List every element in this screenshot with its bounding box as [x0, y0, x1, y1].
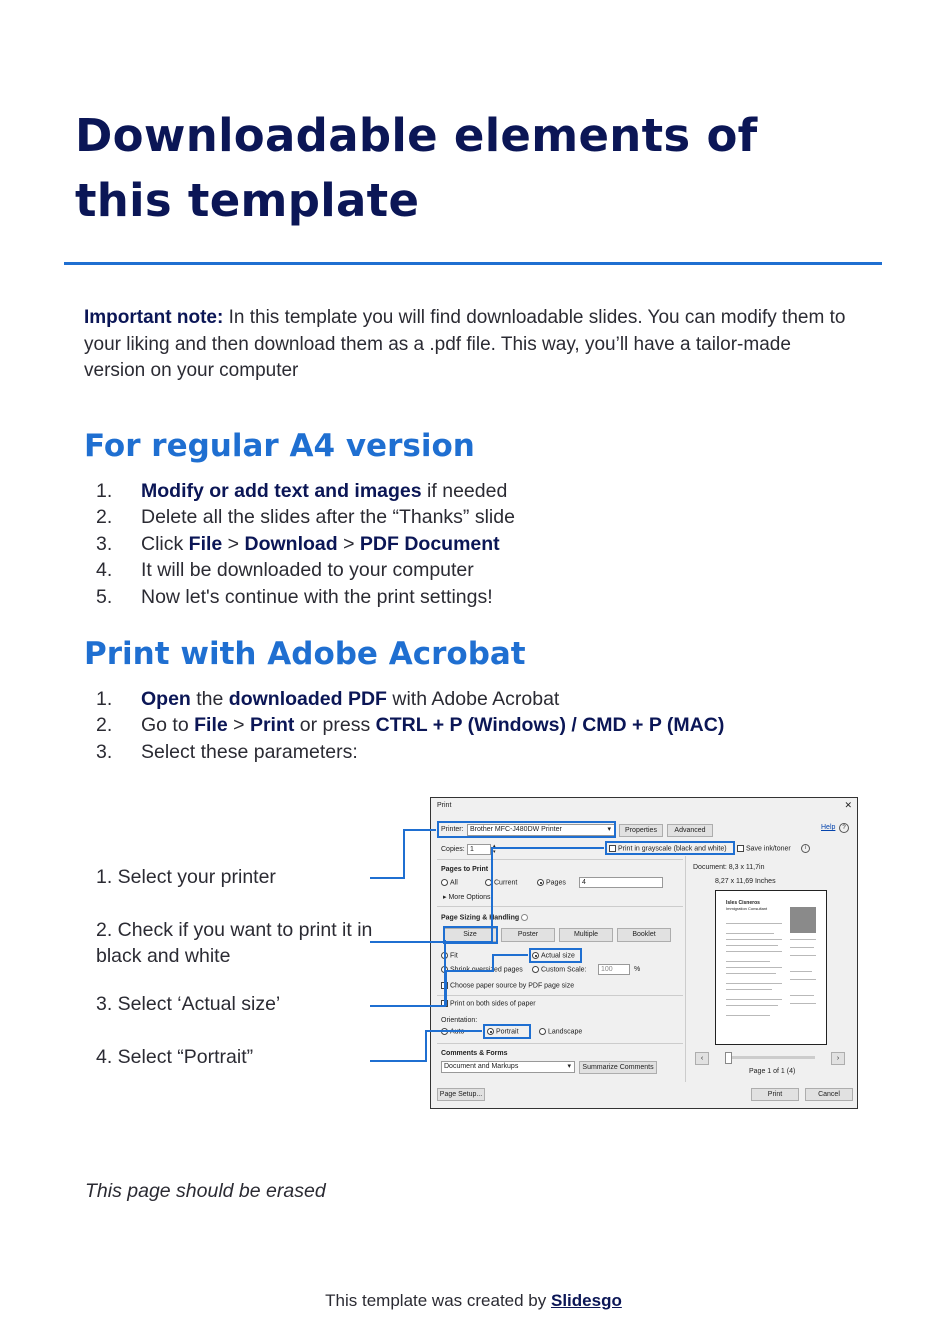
callout-select-printer: 1. Select your printer: [96, 866, 276, 888]
more-options-toggle[interactable]: ▸ More Options: [443, 894, 491, 901]
pages-all-radio[interactable]: All: [441, 879, 458, 886]
list-item: 1. Modify or add text and images if needed: [96, 480, 508, 502]
printer-label: Printer:: [441, 826, 464, 833]
highlight-printer: [437, 821, 616, 838]
callout-portrait: 4. Select “Portrait”: [96, 1046, 254, 1068]
highlight-grayscale: [605, 841, 735, 855]
chevron-down-icon: ▾: [567, 1063, 571, 1070]
callout-grayscale: 2. Check if you want to print it in black and white: [96, 919, 373, 967]
pages-input[interactable]: 4: [579, 877, 663, 888]
footer-credit: [0, 1291, 947, 1311]
grayscale-option[interactable]: Print in grayscale (black and white): [609, 845, 727, 852]
info-icon: i: [801, 844, 810, 853]
title-line-1: Downloadable elements of: [75, 109, 758, 162]
print-button[interactable]: Print: [751, 1088, 799, 1101]
list-item: 2. Delete all the slides after the “Thanks” slide: [96, 506, 515, 529]
preview-photo: [790, 907, 816, 933]
slidesgo-link[interactable]: Slidesgo: [550, 1291, 622, 1310]
help-link[interactable]: Help: [821, 824, 836, 831]
note-text: In this template you will find downloadable slides. You can modify them to your liking and then download them as a .pdf file. This way, you’ll have a tailor-made version on your computer: [84, 307, 846, 381]
custom-scale-input[interactable]: 100: [598, 964, 630, 975]
help-icon[interactable]: ?: [839, 823, 849, 833]
highlight-size: [443, 926, 498, 944]
divider: [437, 859, 683, 860]
list-item: 3. Click File > Download > PDF Document: [96, 532, 500, 555]
divider: [437, 906, 683, 907]
highlight-portrait: [483, 1024, 531, 1039]
note-label: Important note:: [84, 307, 224, 328]
landscape-radio[interactable]: Landscape: [539, 1028, 582, 1035]
tab-booklet[interactable]: Booklet: [617, 928, 671, 942]
acrobat-heading: Print with Adobe Acrobat: [84, 636, 526, 672]
tab-multiple[interactable]: Multiple: [559, 928, 613, 942]
page-setup-button[interactable]: Page Setup...: [437, 1088, 485, 1101]
portrait-radio[interactable]: Portrait: [487, 1028, 519, 1035]
dialog-title: Print: [437, 802, 452, 809]
next-page-button[interactable]: ›: [831, 1052, 845, 1065]
document-size: Document: 8,3 x 11,7in: [693, 864, 765, 871]
orientation-label: Orientation:: [441, 1017, 478, 1024]
list-item: 2. Go to File > Print or press CTRL + P (Windows) / CMD + P (MAC): [96, 714, 725, 737]
comments-select[interactable]: Document and Markups ▾: [441, 1061, 575, 1073]
copies-label: Copies:: [441, 846, 465, 853]
page-slider-thumb[interactable]: [725, 1052, 732, 1064]
paper-source-checkbox[interactable]: Choose paper source by PDF page size: [441, 982, 574, 989]
list-item: 4. It will be downloaded to your computer: [96, 559, 474, 582]
custom-scale-radio[interactable]: Custom Scale:: [532, 966, 587, 973]
acrobat-steps: [96, 686, 724, 765]
percent-label: %: [634, 966, 641, 973]
pages-to-print-heading: Pages to Print: [441, 866, 489, 873]
divider: [437, 1043, 683, 1044]
title-divider: [64, 262, 882, 265]
save-ink-option[interactable]: Save ink/toner: [737, 845, 791, 852]
page-slider-track[interactable]: [725, 1056, 815, 1059]
divider: [685, 856, 686, 1082]
footer-text: This template was created by: [325, 1291, 551, 1310]
chevron-down-icon: ▾: [607, 826, 611, 833]
preview-role: Immigration Consultant: [726, 906, 768, 911]
tab-size[interactable]: Size: [443, 928, 497, 942]
properties-button[interactable]: Properties: [619, 824, 663, 837]
previous-page-button[interactable]: ‹: [695, 1052, 709, 1065]
list-item: 1. Open the downloaded PDF with Adobe Acrobat: [96, 688, 560, 710]
page-counter: Page 1 of 1 (4): [749, 1068, 796, 1075]
comments-heading: Comments & Forms: [441, 1050, 508, 1057]
highlight-actual-size: [529, 948, 582, 963]
both-sides-checkbox[interactable]: Print on both sides of paper: [441, 1000, 536, 1007]
fit-radio[interactable]: Fit: [441, 952, 458, 959]
sizing-heading: Page Sizing & Handling: [441, 914, 530, 921]
printer-select[interactable]: Brother MFC-J480DW Printer ▾: [467, 824, 615, 836]
a4-heading: For regular A4 version: [84, 428, 475, 464]
pages-range-radio[interactable]: Pages: [537, 879, 566, 886]
shrink-radio[interactable]: Shrink oversized pages: [441, 966, 523, 973]
cancel-button[interactable]: Cancel: [805, 1088, 853, 1101]
title-line-2: this template: [75, 174, 420, 227]
connector-printer: [370, 830, 436, 878]
print-dialog: [430, 797, 858, 1109]
copies-stepper[interactable]: ▴ ▾: [493, 843, 496, 855]
a4-steps: [96, 478, 515, 610]
list-item: 5. Now let's continue with the print settings!: [96, 585, 493, 608]
close-icon[interactable]: ✕: [844, 800, 852, 810]
advanced-button[interactable]: Advanced: [667, 824, 713, 837]
erase-note: This page should be erased: [85, 1180, 326, 1202]
callout-actual-size: 3. Select ‘Actual size’: [96, 993, 281, 1015]
page-preview: [715, 890, 827, 1045]
preview-name: Isles Cisneros: [726, 900, 760, 906]
summarize-comments-button[interactable]: Summarize Comments: [579, 1061, 657, 1074]
pages-current-radio[interactable]: Current: [485, 879, 517, 886]
auto-radio[interactable]: Auto: [441, 1028, 464, 1035]
tab-poster[interactable]: Poster: [501, 928, 555, 942]
important-note: [84, 305, 854, 385]
actual-size-radio[interactable]: Actual size: [532, 952, 575, 959]
divider: [437, 995, 683, 996]
page-title: [75, 103, 835, 233]
copies-input[interactable]: 1: [467, 844, 491, 855]
list-item: 3. Select these parameters:: [96, 740, 358, 763]
inch-size: 8,27 x 11,69 Inches: [715, 878, 776, 885]
